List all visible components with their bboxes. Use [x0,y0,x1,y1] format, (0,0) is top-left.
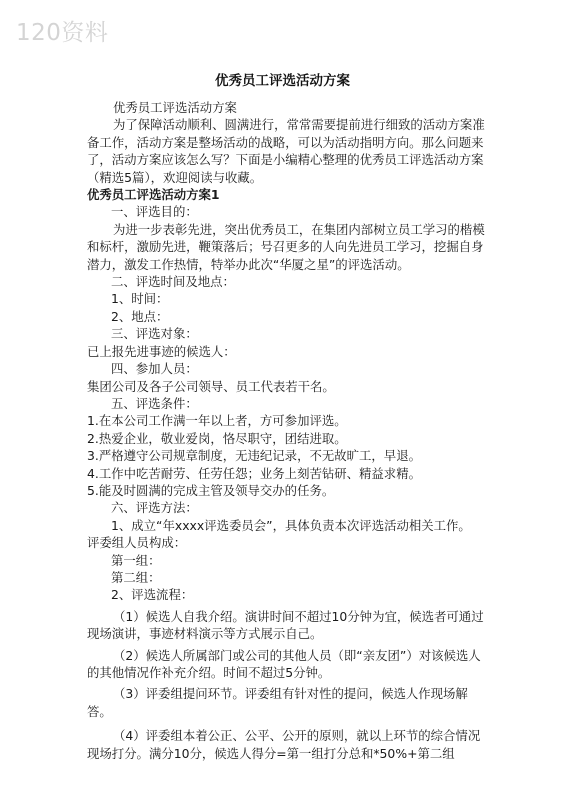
method-item-1: 1、成立“年xxxx评选委员会”，具体负责本次评选活动相关工作。 [111,517,471,533]
purpose-text: 为进一步表彰先进，突出优秀员工，在集团内部树立员工学习的楷模和标杆，激励先进，鞭策落后；号召更多的人向先进员工学习，挖掘自身潜力，激发工作热情，特举办此次“华厦之星”的评选活动。 [87,221,485,272]
condition-item: 1.在本公司工作满一年以上者，方可参加评选。 [87,413,347,429]
group-1-line: 第一组： [111,552,161,568]
committee-label: 评委组人员构成： [87,535,187,551]
section-title-method: 六、评选方法： [111,500,198,516]
section-title-purpose: 一、评选目的： [111,204,198,220]
process-step: （4）评委组本着公正、公平、公开的原则，就以上环节的综合情况现场打分。满分10分，候选人得分=第一组打分总和*50%+第二组 [87,728,481,761]
section-title-conditions: 五、评选条件： [111,395,198,411]
watermark-logo: 120资料 [16,20,109,46]
section-title-participants: 四、参加人员： [111,361,198,377]
place-line: 2、地点： [111,308,169,324]
condition-item: 4.工作中吃苦耐劳、任劳任怨；业务上刻苦钻研、精益求精。 [87,465,421,481]
document-body [87,99,489,762]
time-line: 1、时间： [111,291,169,307]
section-title-time-place: 二、评选时间及地点： [111,274,235,290]
condition-item: 3.严格遵守公司规章制度，无违纪记录，不无故旷工，早退。 [87,448,421,464]
document-title: 优秀员工评选活动方案 [215,73,350,89]
process-title: 2、评选流程： [111,587,194,603]
group-2-line: 第二组： [111,569,161,585]
process-step: （2）候选人所属部门或公司的其他人员（即“亲友团”）对该候选人的其他情况作补充介绍。时间不超过5分钟。 [87,647,481,680]
condition-item: 2.热爱企业，敬业爱岗，恪尽职守，团结进取。 [87,430,347,446]
section-title-target: 三、评选对象： [111,326,198,342]
condition-item: 5.能及时圆满的完成主管及领导交办的任务。 [87,482,335,498]
intro-paragraph: 为了保障活动顺利、圆满进行，常常需要提前进行细致的活动方案准备工作，活动方案是整场活动的战略，可以为活动指明方向。那么问题来了，活动方案应该怎么写？下面是小编精心整理的优秀员工评选活动方案（精选5篇），欢迎阅读与收藏。 [87,117,485,185]
section-heading: 优秀员工评选活动方案1 [87,187,220,203]
target-text: 已上报先进事迹的候选人： [87,343,236,359]
participants-text: 集团公司及各子公司领导、员工代表若干名。 [87,378,335,394]
process-step: （3）评委组提问环节。评委组有针对性的提问，候选人作现场解答。 [87,686,468,719]
intro-subtitle: 优秀员工评选活动方案 [113,100,237,115]
process-step: （1）候选人自我介绍。演讲时间不超过10分钟为宜，候选者可通过现场演讲，事迹材料演示等方式展示自己。 [87,608,484,642]
